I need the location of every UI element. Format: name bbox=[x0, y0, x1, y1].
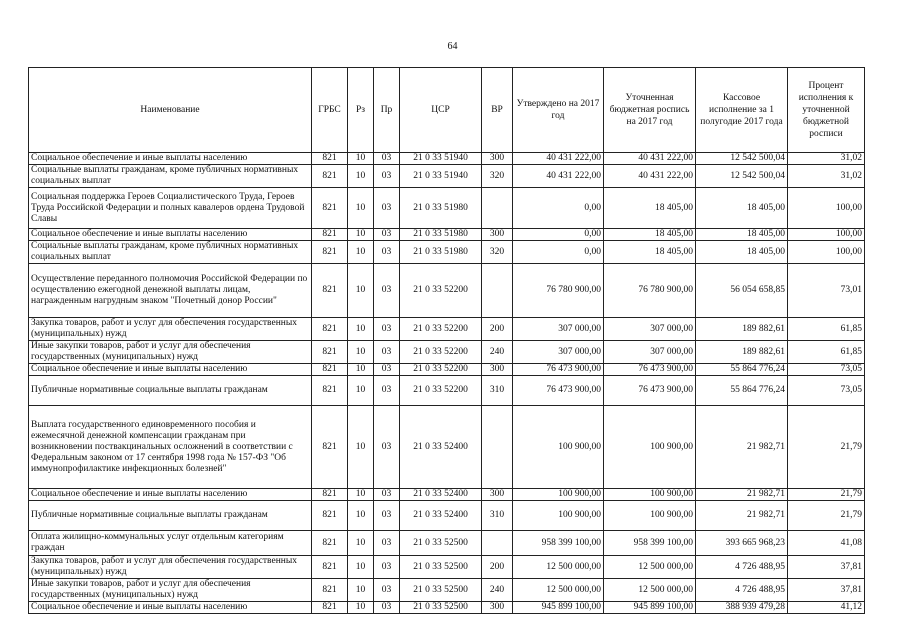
cell-name: Социальное обеспечение и иные выплаты населению bbox=[29, 602, 312, 614]
cell-name: Социальное обеспечение и иные выплаты населению bbox=[29, 229, 312, 241]
table-row bbox=[29, 153, 865, 165]
cell-cash: 55 864 776,24 bbox=[696, 376, 788, 406]
cell-updated: 40 431 222,00 bbox=[604, 165, 696, 188]
cell-rz: 10 bbox=[348, 188, 374, 229]
header-csr: ЦСР bbox=[400, 68, 482, 153]
cell-approved: 76 473 900,00 bbox=[513, 364, 604, 376]
table-row bbox=[29, 229, 865, 241]
cell-percent: 73,05 bbox=[788, 364, 865, 376]
cell-updated: 307 000,00 bbox=[604, 341, 696, 364]
cell-name: Закупка товаров, работ и услуг для обеспечения государственных (муниципальных) нужд bbox=[29, 318, 312, 341]
table-row bbox=[29, 489, 865, 501]
cell-updated: 76 473 900,00 bbox=[604, 376, 696, 406]
cell-vr bbox=[482, 188, 513, 229]
cell-csr: 21 0 33 52200 bbox=[400, 376, 482, 406]
cell-vr bbox=[482, 531, 513, 556]
cell-vr: 200 bbox=[482, 318, 513, 341]
cell-csr: 21 0 33 52400 bbox=[400, 489, 482, 501]
cell-updated: 945 899 100,00 bbox=[604, 602, 696, 614]
cell-cash: 21 982,71 bbox=[696, 501, 788, 531]
cell-percent: 21,79 bbox=[788, 489, 865, 501]
cell-rz: 10 bbox=[348, 579, 374, 602]
cell-approved: 0,00 bbox=[513, 188, 604, 229]
cell-vr: 310 bbox=[482, 376, 513, 406]
cell-pr: 03 bbox=[374, 602, 400, 614]
cell-pr: 03 bbox=[374, 188, 400, 229]
cell-pr: 03 bbox=[374, 153, 400, 165]
cell-vr: 200 bbox=[482, 556, 513, 579]
cell-pr: 03 bbox=[374, 165, 400, 188]
cell-updated: 18 405,00 bbox=[604, 188, 696, 229]
cell-approved: 307 000,00 bbox=[513, 318, 604, 341]
cell-csr: 21 0 33 51940 bbox=[400, 165, 482, 188]
cell-csr: 21 0 33 52200 bbox=[400, 364, 482, 376]
cell-name: Социальные выплаты гражданам, кроме публичных нормативных социальных выплат bbox=[29, 165, 312, 188]
cell-rz: 10 bbox=[348, 165, 374, 188]
cell-rz: 10 bbox=[348, 489, 374, 501]
cell-pr: 03 bbox=[374, 531, 400, 556]
cell-cash: 12 542 500,04 bbox=[696, 153, 788, 165]
cell-rz: 10 bbox=[348, 602, 374, 614]
cell-percent: 41,12 bbox=[788, 602, 865, 614]
cell-rz: 10 bbox=[348, 264, 374, 318]
cell-updated: 958 399 100,00 bbox=[604, 531, 696, 556]
cell-pr: 03 bbox=[374, 341, 400, 364]
cell-percent: 73,01 bbox=[788, 264, 865, 318]
cell-vr: 320 bbox=[482, 241, 513, 264]
table-row bbox=[29, 376, 865, 406]
cell-rz: 10 bbox=[348, 341, 374, 364]
table-row bbox=[29, 341, 865, 364]
cell-csr: 21 0 33 52500 bbox=[400, 556, 482, 579]
cell-approved: 76 780 900,00 bbox=[513, 264, 604, 318]
cell-cash: 18 405,00 bbox=[696, 188, 788, 229]
cell-cash: 18 405,00 bbox=[696, 229, 788, 241]
cell-pr: 03 bbox=[374, 501, 400, 531]
cell-name: Иные закупки товаров, работ и услуг для обеспечения государственных (муниципальных) нужд bbox=[29, 579, 312, 602]
cell-updated: 100 900,00 bbox=[604, 501, 696, 531]
cell-approved: 0,00 bbox=[513, 229, 604, 241]
cell-approved: 0,00 bbox=[513, 241, 604, 264]
cell-approved: 100 900,00 bbox=[513, 489, 604, 501]
budget-table bbox=[28, 67, 865, 614]
cell-approved: 958 399 100,00 bbox=[513, 531, 604, 556]
header-updated: Уточненная бюджетная роспись на 2017 год bbox=[604, 68, 696, 153]
cell-percent: 21,79 bbox=[788, 501, 865, 531]
table-row bbox=[29, 579, 865, 602]
cell-grbs: 821 bbox=[312, 229, 348, 241]
cell-cash: 4 726 488,95 bbox=[696, 556, 788, 579]
cell-cash: 18 405,00 bbox=[696, 241, 788, 264]
cell-vr: 240 bbox=[482, 341, 513, 364]
cell-vr: 300 bbox=[482, 229, 513, 241]
table-row bbox=[29, 531, 865, 556]
cell-approved: 40 431 222,00 bbox=[513, 165, 604, 188]
cell-name: Иные закупки товаров, работ и услуг для обеспечения государственных (муниципальных) нужд bbox=[29, 341, 312, 364]
cell-grbs: 821 bbox=[312, 579, 348, 602]
cell-approved: 12 500 000,00 bbox=[513, 556, 604, 579]
cell-percent: 61,85 bbox=[788, 341, 865, 364]
cell-vr: 310 bbox=[482, 501, 513, 531]
cell-csr: 21 0 33 52400 bbox=[400, 406, 482, 489]
cell-cash: 21 982,71 bbox=[696, 406, 788, 489]
table-row bbox=[29, 241, 865, 264]
cell-rz: 10 bbox=[348, 531, 374, 556]
header-pr: Пр bbox=[374, 68, 400, 153]
cell-cash: 388 939 479,28 bbox=[696, 602, 788, 614]
cell-grbs: 821 bbox=[312, 318, 348, 341]
cell-updated: 18 405,00 bbox=[604, 241, 696, 264]
cell-name: Закупка товаров, работ и услуг для обеспечения государственных (муниципальных) нужд bbox=[29, 556, 312, 579]
cell-name: Осуществление переданного полномочия Российской Федерации по осуществлению ежегодной денежной выплаты лицам, награжденным нагрудным знаком "Почетный донор России" bbox=[29, 264, 312, 318]
cell-percent: 31,02 bbox=[788, 153, 865, 165]
table-row bbox=[29, 501, 865, 531]
cell-csr: 21 0 33 52200 bbox=[400, 341, 482, 364]
cell-percent: 41,08 bbox=[788, 531, 865, 556]
cell-csr: 21 0 33 51980 bbox=[400, 229, 482, 241]
table-row bbox=[29, 165, 865, 188]
cell-vr bbox=[482, 406, 513, 489]
cell-percent: 37,81 bbox=[788, 579, 865, 602]
header-rz: Рз bbox=[348, 68, 374, 153]
cell-updated: 12 500 000,00 bbox=[604, 556, 696, 579]
header-approved: Утверждено на 2017 год bbox=[513, 68, 604, 153]
cell-vr: 300 bbox=[482, 153, 513, 165]
cell-vr: 300 bbox=[482, 364, 513, 376]
cell-approved: 40 431 222,00 bbox=[513, 153, 604, 165]
cell-name: Публичные нормативные социальные выплаты гражданам bbox=[29, 501, 312, 531]
cell-grbs: 821 bbox=[312, 188, 348, 229]
table-body bbox=[29, 153, 865, 614]
cell-csr: 21 0 33 52400 bbox=[400, 501, 482, 531]
cell-csr: 21 0 33 52200 bbox=[400, 264, 482, 318]
cell-updated: 12 500 000,00 bbox=[604, 579, 696, 602]
cell-cash: 12 542 500,04 bbox=[696, 165, 788, 188]
cell-name: Социальная поддержка Героев Социалистического Труда, Героев Труда Российской Федерации и полных кавалеров ордена Трудовой Славы bbox=[29, 188, 312, 229]
cell-name: Оплата жилищно-коммунальных услуг отдельным категориям граждан bbox=[29, 531, 312, 556]
table-row bbox=[29, 188, 865, 229]
cell-pr: 03 bbox=[374, 556, 400, 579]
cell-csr: 21 0 33 51940 bbox=[400, 153, 482, 165]
cell-approved: 76 473 900,00 bbox=[513, 376, 604, 406]
cell-percent: 21,79 bbox=[788, 406, 865, 489]
cell-grbs: 821 bbox=[312, 602, 348, 614]
cell-approved: 945 899 100,00 bbox=[513, 602, 604, 614]
cell-percent: 73,05 bbox=[788, 376, 865, 406]
cell-pr: 03 bbox=[374, 406, 400, 489]
table-row bbox=[29, 556, 865, 579]
cell-rz: 10 bbox=[348, 241, 374, 264]
cell-vr: 320 bbox=[482, 165, 513, 188]
cell-updated: 40 431 222,00 bbox=[604, 153, 696, 165]
table-row bbox=[29, 264, 865, 318]
cell-rz: 10 bbox=[348, 556, 374, 579]
table-header-row bbox=[29, 68, 865, 153]
cell-name: Социальное обеспечение и иные выплаты населению bbox=[29, 364, 312, 376]
table-row bbox=[29, 318, 865, 341]
cell-csr: 21 0 33 51980 bbox=[400, 241, 482, 264]
table-row bbox=[29, 364, 865, 376]
cell-updated: 76 473 900,00 bbox=[604, 364, 696, 376]
cell-percent: 61,85 bbox=[788, 318, 865, 341]
cell-rz: 10 bbox=[348, 318, 374, 341]
cell-rz: 10 bbox=[348, 229, 374, 241]
cell-cash: 189 882,61 bbox=[696, 341, 788, 364]
cell-rz: 10 bbox=[348, 406, 374, 489]
cell-name: Публичные нормативные социальные выплаты гражданам bbox=[29, 376, 312, 406]
cell-name: Социальные выплаты гражданам, кроме публичных нормативных социальных выплат bbox=[29, 241, 312, 264]
cell-percent: 31,02 bbox=[788, 165, 865, 188]
cell-pr: 03 bbox=[374, 376, 400, 406]
cell-grbs: 821 bbox=[312, 531, 348, 556]
cell-pr: 03 bbox=[374, 241, 400, 264]
cell-percent: 37,81 bbox=[788, 556, 865, 579]
cell-cash: 393 665 968,23 bbox=[696, 531, 788, 556]
cell-cash: 4 726 488,95 bbox=[696, 579, 788, 602]
table-row bbox=[29, 602, 865, 614]
header-vr: ВР bbox=[482, 68, 513, 153]
cell-grbs: 821 bbox=[312, 501, 348, 531]
header-cash: Кассовое исполнение за 1 полугодие 2017 года bbox=[696, 68, 788, 153]
cell-approved: 12 500 000,00 bbox=[513, 579, 604, 602]
cell-percent: 100,00 bbox=[788, 229, 865, 241]
cell-updated: 100 900,00 bbox=[604, 489, 696, 501]
cell-cash: 21 982,71 bbox=[696, 489, 788, 501]
cell-updated: 18 405,00 bbox=[604, 229, 696, 241]
page-number: 64 bbox=[447, 41, 458, 52]
cell-updated: 307 000,00 bbox=[604, 318, 696, 341]
cell-approved: 100 900,00 bbox=[513, 501, 604, 531]
cell-rz: 10 bbox=[348, 364, 374, 376]
header-name: Наименование bbox=[29, 68, 312, 153]
cell-csr: 21 0 33 51980 bbox=[400, 188, 482, 229]
cell-vr: 300 bbox=[482, 602, 513, 614]
cell-rz: 10 bbox=[348, 153, 374, 165]
cell-name: Социальное обеспечение и иные выплаты населению bbox=[29, 489, 312, 501]
cell-grbs: 821 bbox=[312, 241, 348, 264]
header-grbs: ГРБС bbox=[312, 68, 348, 153]
cell-pr: 03 bbox=[374, 229, 400, 241]
cell-approved: 100 900,00 bbox=[513, 406, 604, 489]
cell-csr: 21 0 33 52500 bbox=[400, 579, 482, 602]
cell-grbs: 821 bbox=[312, 153, 348, 165]
cell-csr: 21 0 33 52200 bbox=[400, 318, 482, 341]
cell-pr: 03 bbox=[374, 489, 400, 501]
cell-grbs: 821 bbox=[312, 406, 348, 489]
cell-rz: 10 bbox=[348, 376, 374, 406]
header-percent: Процент исполнения к уточненной бюджетной росписи bbox=[788, 68, 865, 153]
cell-vr bbox=[482, 264, 513, 318]
cell-vr: 240 bbox=[482, 579, 513, 602]
cell-name: Социальное обеспечение и иные выплаты населению bbox=[29, 153, 312, 165]
cell-grbs: 821 bbox=[312, 364, 348, 376]
cell-vr: 300 bbox=[482, 489, 513, 501]
table-row bbox=[29, 406, 865, 489]
cell-pr: 03 bbox=[374, 264, 400, 318]
cell-updated: 76 780 900,00 bbox=[604, 264, 696, 318]
cell-approved: 307 000,00 bbox=[513, 341, 604, 364]
cell-cash: 55 864 776,24 bbox=[696, 364, 788, 376]
cell-grbs: 821 bbox=[312, 376, 348, 406]
cell-cash: 56 054 658,85 bbox=[696, 264, 788, 318]
cell-updated: 100 900,00 bbox=[604, 406, 696, 489]
cell-pr: 03 bbox=[374, 364, 400, 376]
cell-grbs: 821 bbox=[312, 341, 348, 364]
cell-grbs: 821 bbox=[312, 556, 348, 579]
cell-csr: 21 0 33 52500 bbox=[400, 531, 482, 556]
cell-csr: 21 0 33 52500 bbox=[400, 602, 482, 614]
cell-percent: 100,00 bbox=[788, 188, 865, 229]
cell-pr: 03 bbox=[374, 579, 400, 602]
cell-grbs: 821 bbox=[312, 165, 348, 188]
cell-percent: 100,00 bbox=[788, 241, 865, 264]
cell-name: Выплата государственного единовременного пособия и ежемесячной денежной компенсации гражданам при возникновении поствакцинальных осложнений в соответствии с Федеральным законом от 17 сентября 1998 года № 157-ФЗ "Об иммунопрофилактике инфекционных болезней" bbox=[29, 406, 312, 489]
cell-cash: 189 882,61 bbox=[696, 318, 788, 341]
cell-pr: 03 bbox=[374, 318, 400, 341]
cell-grbs: 821 bbox=[312, 489, 348, 501]
cell-rz: 10 bbox=[348, 501, 374, 531]
cell-grbs: 821 bbox=[312, 264, 348, 318]
